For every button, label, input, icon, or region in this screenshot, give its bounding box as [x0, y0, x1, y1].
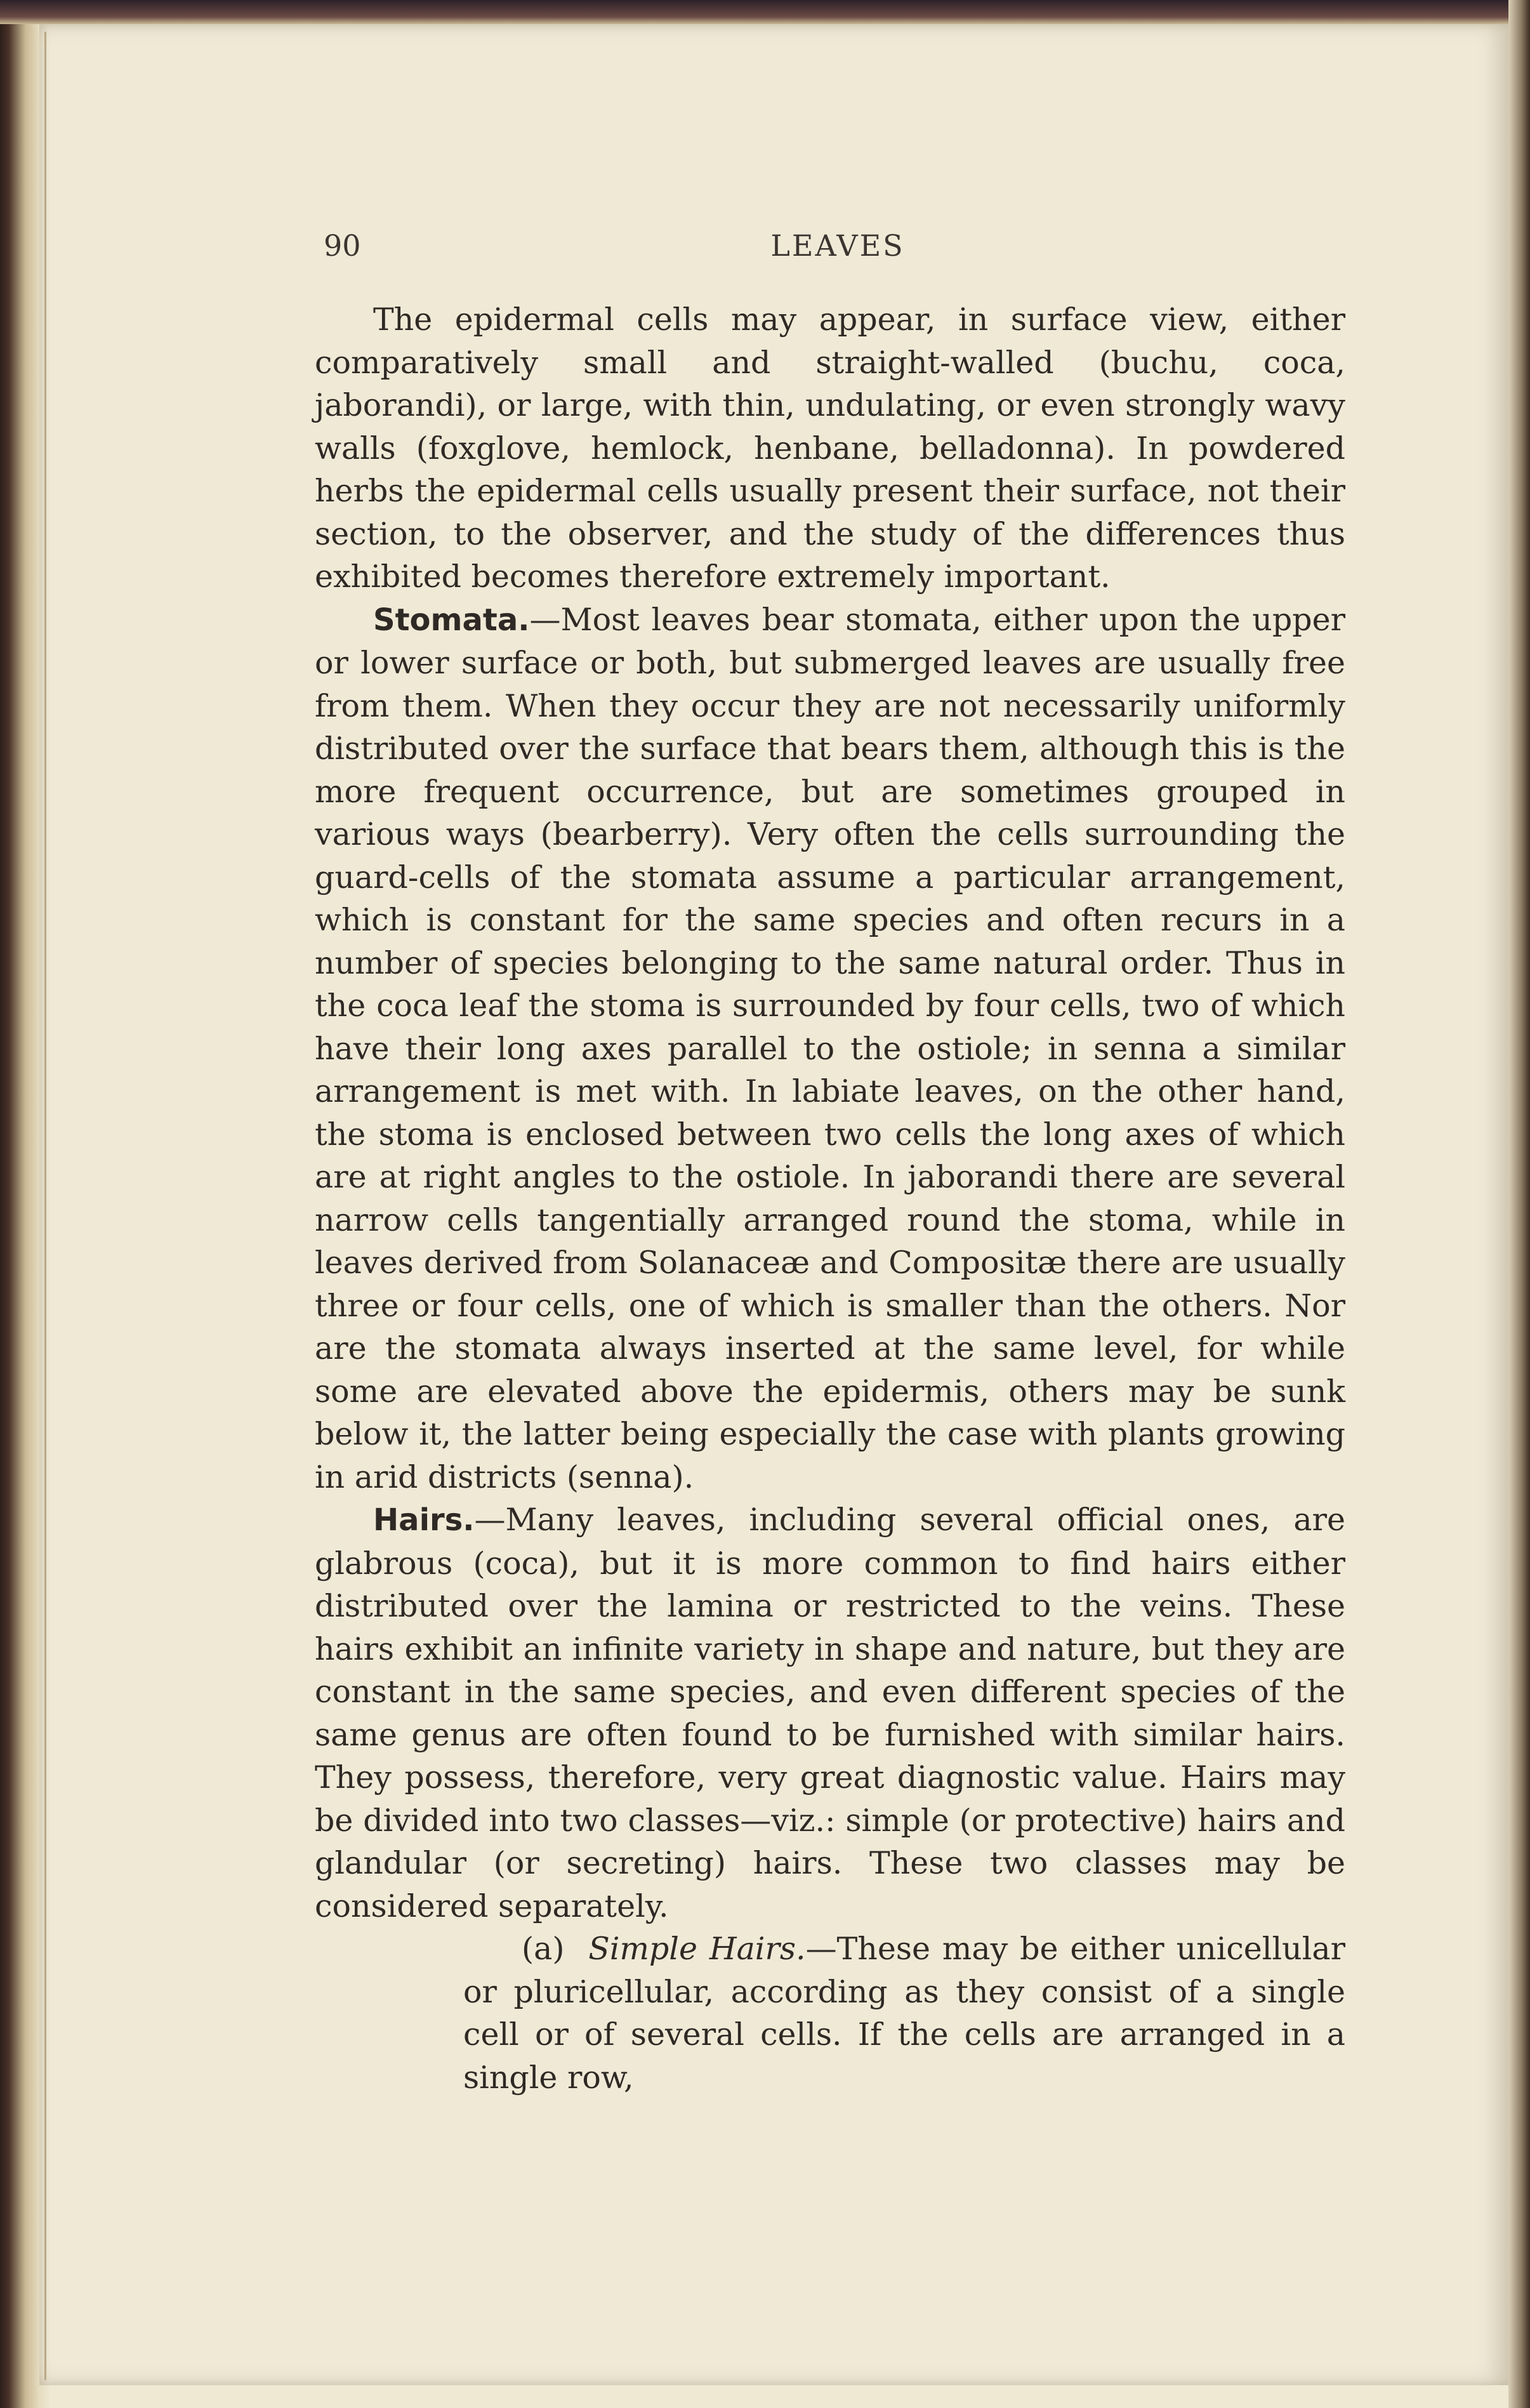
- book-right-edge: [1508, 0, 1530, 2408]
- hairs-text: —Many leaves, including several official ones, are glabrous (coca), but it is more common to find hairs either distributed over the lamina or restricted to the veins. These hairs exhibit an infinite variety in shape and nature, but they are constant in the same species, and even different species of the same genus are often found to be furnished with similar hairs. They possess, therefore, very great diagnostic value. Hairs may be divided into two classes—viz.: simple (or protective) hairs and glandular (or secreting) hairs. These two classes may be considered separately.: [315, 1502, 1345, 1924]
- paragraph-epidermis-text: The epidermal cells may appear, in surface view, either comparatively small and straight-walled (buchu, coca, jaborandi), or large, with thin, undulating, or even strongly wavy walls (foxglove, hemlock, henbane, belladonna). In powdered herbs the epidermal cells usually present their surface, not their section, to the observer, and the study of the differences thus exhibited becomes therefore extremely important.: [315, 301, 1345, 595]
- simple-hairs-marker: (a): [522, 1931, 565, 1967]
- running-head: [324, 228, 1352, 273]
- list-item-simple-hairs: [315, 1928, 1345, 2099]
- paragraph-epidermis: [315, 298, 1345, 599]
- stomata-text: —Most leaves bear stomata, either upon the upper or lower surface or both, but submerged leaves are usually free from them. When they occur they are not necessarily uniformly distributed over the surface that bears them, although this is the more frequent occurrence, but are sometimes grouped in various ways (bearberry). Very often the cells surrounding the guard-cells of the stomata assume a particular arrangement, which is constant for the same species and often recurs in a number of species belonging to the same natural order. Thus in the coca leaf the stoma is surrounded by four cells, two of which have their long axes parallel to the ostiole; in senna a similar arrangement is met with. In labiate leaves, on the other hand, the stoma is enclosed between two cells the long axes of which are at right angles to the ostiole. In jaborandi there are several narrow cells tangentially arranged round the stoma, while in leaves derived from Solanaceæ and Compositæ there are usually three or four cells, one of which is smaller than the others. Nor are the stomata always inserted at the same level, for while some are elevated above the epidermis, others may be sunk below it, the latter being especially the case with plants growing in arid districts (senna).: [315, 601, 1345, 1495]
- hairs-heading: Hairs.: [373, 1502, 475, 1538]
- page-number: 90: [324, 228, 361, 263]
- paragraph-hairs: [315, 1498, 1345, 1928]
- book-top-edge: [0, 0, 1530, 24]
- page-gutter: [44, 32, 46, 2380]
- stomata-heading: Stomata.: [373, 602, 530, 638]
- body-text: [315, 298, 1345, 2099]
- simple-hairs-title: Simple Hairs.: [588, 1931, 806, 1967]
- simple-hairs-text: —These may be either unicellular or pluricellular, according as they consist of a single cell or of several cells. If the cells are arranged in a single row,: [463, 1931, 1346, 2096]
- paragraph-stomata: [315, 599, 1345, 1499]
- running-title: LEAVES: [770, 228, 905, 263]
